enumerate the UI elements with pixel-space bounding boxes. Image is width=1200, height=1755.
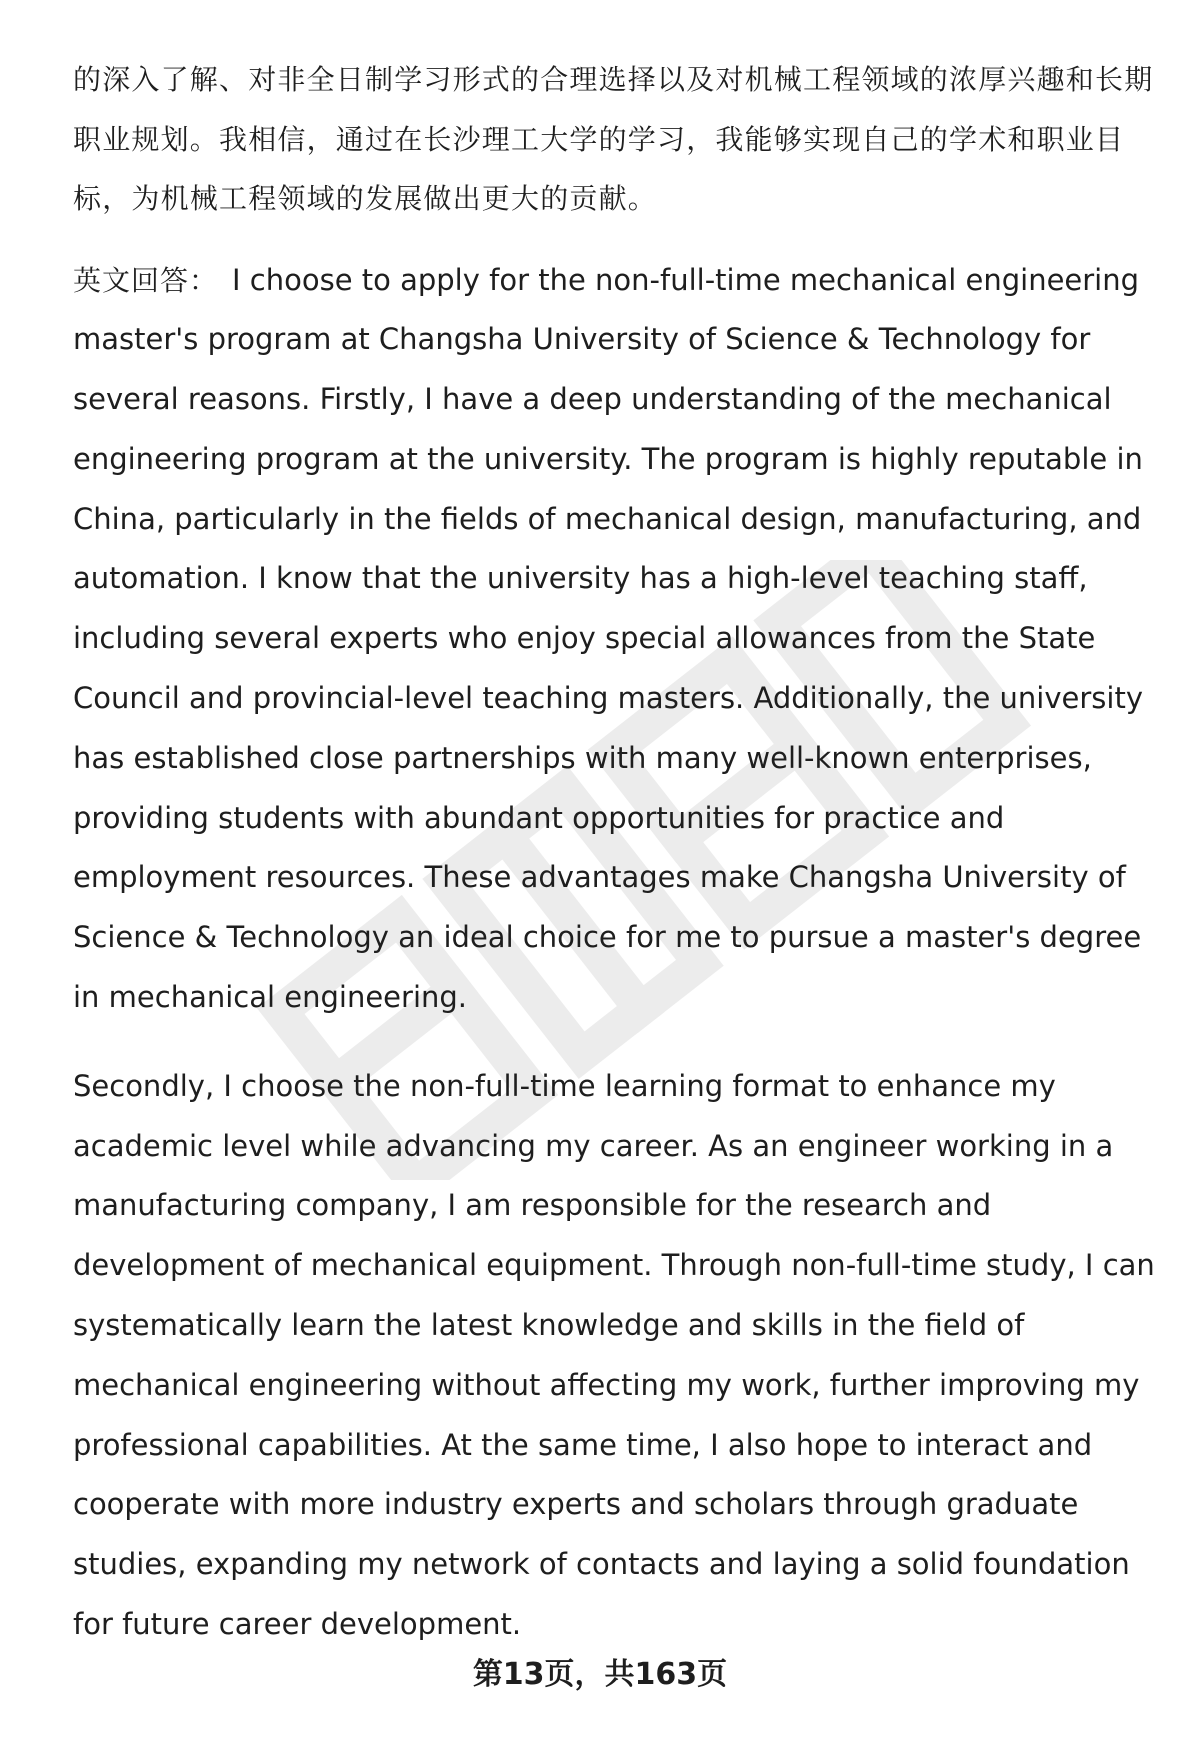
document-body [73, 50, 1163, 1655]
page-number-footer: 第13页，共163页 [472, 1657, 728, 1692]
paragraph-secondly: Secondly, I choose the non-full-time learning format to enhance my academic level while advancing my career. As an engineer working in a manufacturing company, I am responsible for the research and development of mechanical equipment. Through non-full-time study, I can systematically learn the latest knowledge and skills in the field of mechanical engineering without affecting my work, further improving my professional capabilities. At the same time, I also hope to interact and cooperate with more industry experts and scholars through graduate studies, expanding my network of contacts and laying a solid foundation for future career development. [73, 1068, 1155, 1642]
english-answer-text: I choose to apply for the non-full-time mechanical engineering master's program at Changsha University of Science & Technology for several reasons. Firstly, I have a deep understanding of the mechanical engineering program at the university. The program is highly reputable in China, particularly in the fields of mechanical design, manufacturing, and automation. I know that the university has a high-level teaching staff, including several experts who enjoy special allowances from the State Council and provincial-level teaching masters. Additionally, the university has established close partnerships with many well-known enterprises, providing students with abundant opportunities for practice and employment resources. These advantages make Changsha University of Science & Technology an ideal choice for me to pursue a master's degree in mechanical engineering. [73, 262, 1143, 1015]
paragraph-chinese-conclusion: 的深入了解、对非全日制学习形式的合理选择以及对机械工程领域的浓厚兴趣和长期职业规划。我相信，通过在长沙理工大学的学习，我能够实现自己的学术和职业目标，为机械工程领域的发展做出更大的贡献。 [73, 63, 1154, 215]
paragraph-english-answer [73, 251, 1163, 1028]
english-answer-label: 英文回答： [73, 263, 219, 297]
